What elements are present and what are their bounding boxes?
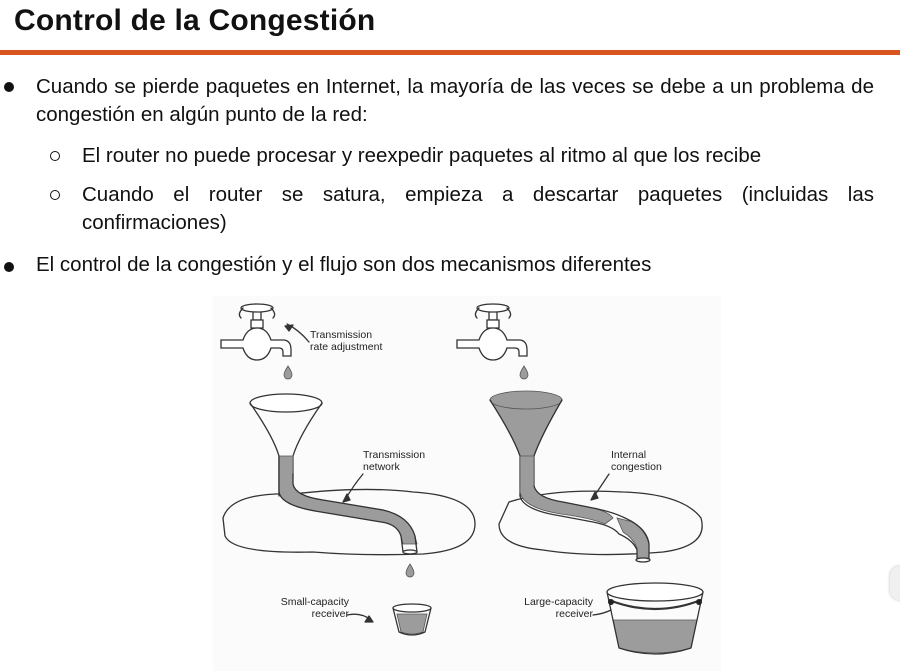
faucet-icon	[457, 304, 527, 360]
bullet-dot	[4, 262, 14, 272]
label-transmission-network: Transmission network	[363, 449, 426, 473]
label-large-receiver: Large-capacity receiver	[524, 596, 593, 620]
water-drop-icon	[284, 366, 292, 379]
faucet-icon	[221, 304, 291, 360]
bullet-dot	[4, 82, 14, 92]
bucket-icon	[607, 583, 703, 654]
sub-bullet-2-text: Cuando el router se satura, empieza a descartar paquetes (incluidas las confirmaciones)	[82, 183, 874, 234]
label-transmission-rate: Transmission rate adjustment	[310, 329, 383, 353]
cup-icon	[393, 604, 431, 635]
label-internal-congestion: Internal congestion	[611, 449, 662, 473]
congestion-figure	[213, 296, 721, 671]
label-small-receiver: Small-capacity receiver	[280, 596, 349, 620]
sub-bullet-circle	[50, 151, 60, 161]
bullet-2-text: El control de la congestión y el flujo son dos mecanismos diferentes	[36, 253, 652, 276]
sub-bullet-circle	[50, 190, 60, 200]
water-drop-icon	[520, 366, 528, 379]
sub-bullet-1-text: El router no puede procesar y reexpedir paquetes al ritmo al que los recibe	[82, 144, 762, 167]
scroll-handle[interactable]	[890, 566, 900, 600]
water-drop-icon	[406, 564, 414, 577]
title-underline	[0, 50, 900, 55]
bullet-1-text: Cuando se pierde paquetes en Internet, la mayoría de las veces se debe a un problema de congestión en algún punto de la red:	[36, 75, 874, 126]
slide-title: Control de la Congestión	[14, 4, 376, 37]
